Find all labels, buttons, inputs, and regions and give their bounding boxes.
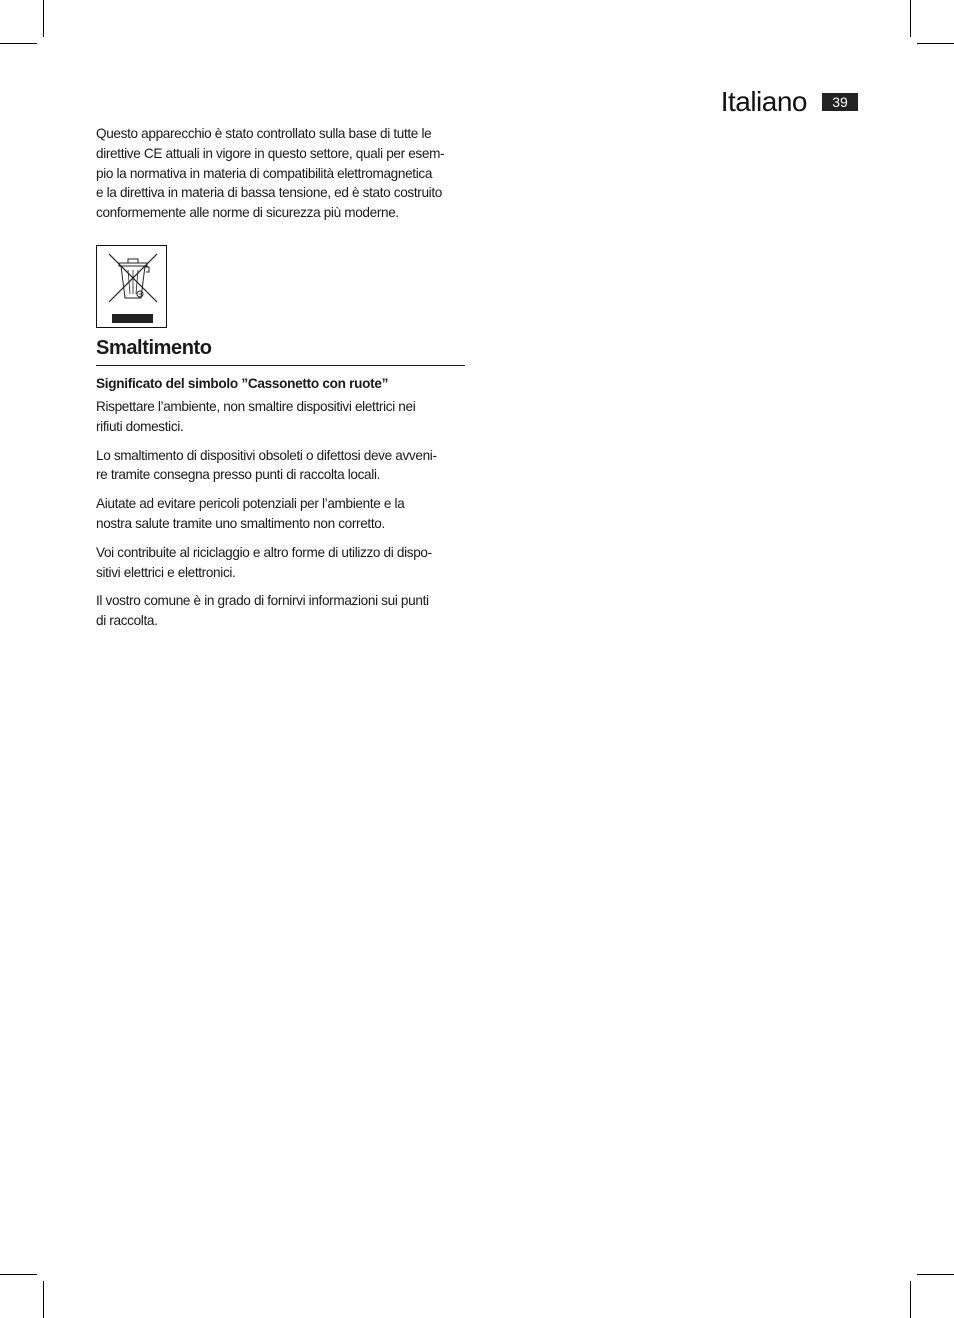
disposal-paragraph: Il vostro comune è in grado di fornirvi informazioni sui punti di raccolta. <box>96 593 429 629</box>
crossed-out-wheelie-bin-icon <box>97 246 165 326</box>
disposal-body <box>96 397 466 640</box>
crop-mark <box>0 43 37 44</box>
crop-mark <box>0 1274 37 1275</box>
crop-mark <box>910 1281 911 1318</box>
disposal-paragraph: Voi contribuite al riciclaggio e altro forme di utilizzo di dispo- sitivi elettrici e elettronici. <box>96 544 432 580</box>
disposal-paragraph: Aiutate ad evitare pericoli potenziali per l’ambiente e la nostra salute tramite uno smaltimento non corretto. <box>96 496 405 531</box>
crop-mark <box>43 0 44 37</box>
disposal-paragraph: Rispettare l’ambiente, non smaltire dispositivi elettrici nei rifiuti domestici. <box>96 399 416 434</box>
disposal-paragraph: Lo smaltimento di dispositivi obsoleti o difettosi deve avveni- re tramite consegna presso punti di raccolta locali. <box>96 447 437 483</box>
crop-mark <box>917 43 954 44</box>
crop-mark <box>910 0 911 37</box>
crop-mark <box>917 1274 954 1275</box>
language-heading: Italiano <box>720 86 807 117</box>
crop-mark <box>43 1281 44 1318</box>
weee-symbol-frame <box>96 245 167 328</box>
intro-section <box>96 124 466 223</box>
section-title-smaltimento: Smaltimento <box>96 334 465 366</box>
intro-paragraph: Questo apparecchio è stato controllato sulla base di tutte le direttive CE attuali in vigore in questo settore, quali per esem- pio la normativa in materia di compatibilità elettromagnetica e la direttiva in materia di bassa tensione, ed è stato costruito conformemente alle norme di sicurezza più moderne. <box>96 126 445 221</box>
section-subtitle: Significato del simbolo ”Cassonetto con ruote” <box>96 376 389 391</box>
page-number-badge: 39 <box>822 93 858 111</box>
